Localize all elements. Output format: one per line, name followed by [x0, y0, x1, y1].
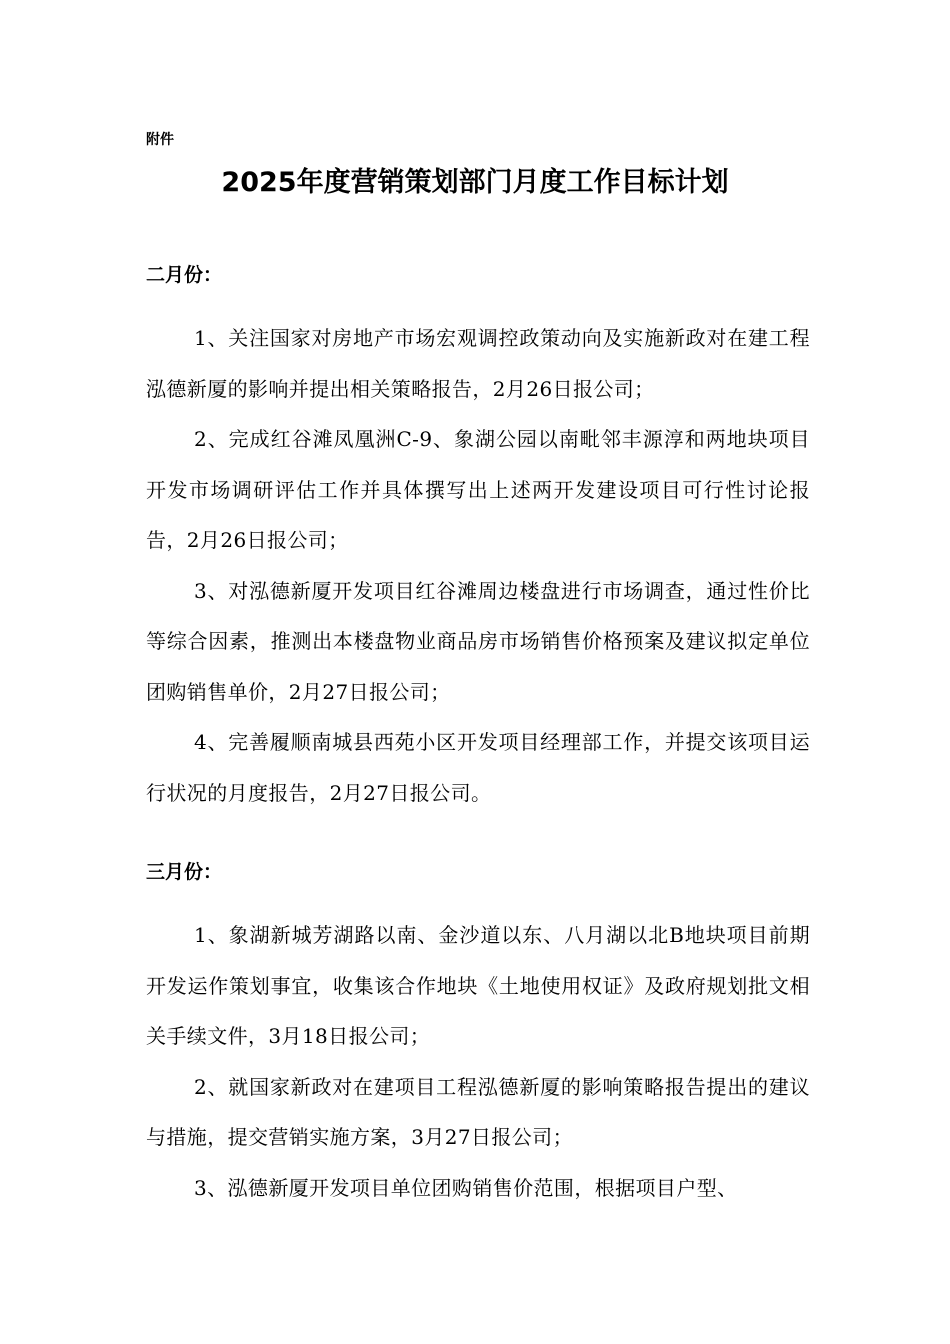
section-march	[146, 857, 810, 1213]
section-february	[146, 260, 810, 818]
attachment-label: 附件	[146, 132, 174, 148]
section-heading: 二月份：	[146, 264, 223, 286]
list-item: 3、对泓德新厦开发项目红谷滩周边楼盘进行市场调查，通过性价比等综合因素，推测出本楼盘物业商品房市场销售价格预案及建议拟定单位团购销售单价，2月27日报公司；	[146, 578, 810, 704]
list-item: 3、泓德新厦开发项目单位团购销售价范围，根据项目户型、	[194, 1175, 738, 1200]
list-item: 1、关注国家对房地产市场宏观调控政策动向及实施新政对在建工程泓德新厦的影响并提出相关策略报告，2月26日报公司；	[146, 326, 810, 401]
list-item: 1、象湖新城芳湖路以南、金沙道以东、八月湖以北B地块项目前期开发运作策划事宜，收集该合作地块《土地使用权证》及政府规划批文相关手续文件，3月18日报公司；	[146, 923, 810, 1048]
section-heading: 三月份：	[146, 861, 223, 883]
list-item: 2、就国家新政对在建项目工程泓德新厦的影响策略报告提出的建议与措施，提交营销实施方案，3月27日报公司；	[146, 1074, 810, 1149]
document-title: 2025年度营销策划部门月度工作目标计划	[221, 167, 729, 198]
list-item: 2、完成红谷滩凤凰洲C-9、象湖公园以南毗邻丰源淳和两地块项目开发市场调研评估工作并具体撰写出上述两开发建设项目可行性讨论报告，2月26日报公司；	[146, 427, 810, 552]
list-item: 4、完善履顺南城县西苑小区开发项目经理部工作，并提交该项目运行状况的月度报告，2月27日报公司。	[146, 730, 810, 805]
